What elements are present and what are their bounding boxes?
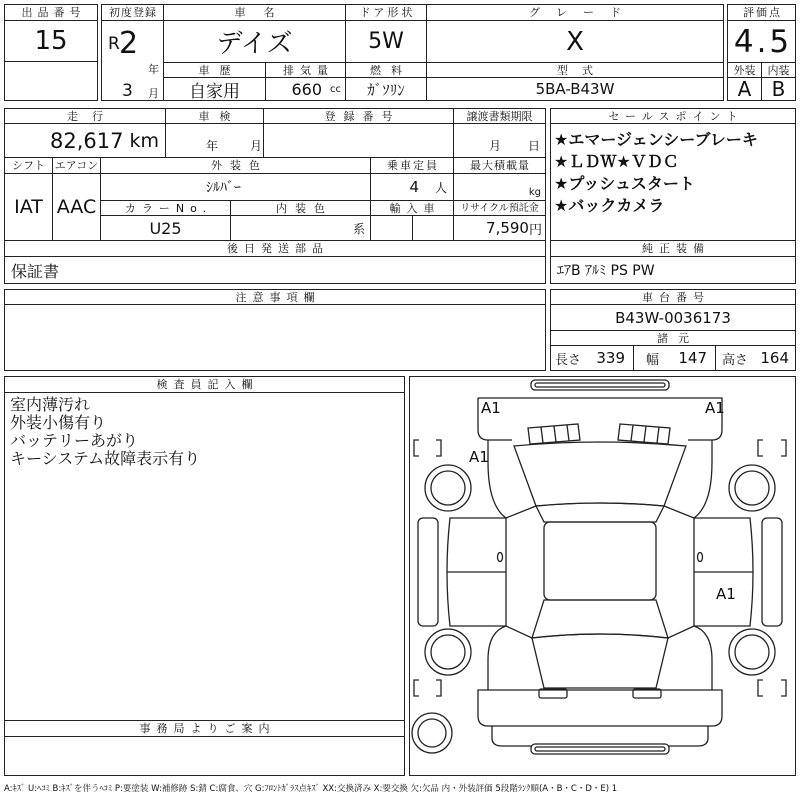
inspection-header — [165, 108, 264, 124]
standard-equipment-value-cell — [550, 256, 796, 284]
dimensions-label: 諸元 — [657, 331, 699, 345]
transfer-deadline-month-unit: 月 — [489, 139, 502, 153]
parts-to-send-label: 後日発送部品 — [227, 242, 329, 255]
recycle-fee-header — [453, 200, 546, 216]
score-value-cell — [727, 20, 796, 63]
office-notice-value-cell — [4, 736, 405, 776]
exterior-color-label: 外装色 — [211, 159, 268, 172]
registration-month: 3 — [122, 81, 133, 101]
mileage-unit: km — [129, 129, 159, 152]
max-load-unit: kg — [528, 187, 541, 198]
car-name-value: デイズ — [216, 29, 293, 59]
transfer-deadline-header — [453, 108, 546, 124]
interior-score-label: 内装 — [767, 63, 790, 77]
color-number-value: U25 — [149, 218, 182, 238]
color-number-label: カラーNo. — [124, 201, 213, 215]
model-code-value: 5BA-B43W — [535, 80, 615, 98]
first-registration-header — [101, 4, 164, 21]
history-value-cell — [163, 77, 266, 101]
rear-fender-left — [488, 626, 506, 690]
side-sill-left — [418, 518, 438, 626]
shift-header — [4, 157, 53, 174]
exterior-color-value: ｼﾙﾊﾞｰ — [206, 180, 241, 196]
fuel-value: ｶﾞｿﾘﾝ — [367, 80, 405, 99]
interior-color-unit: 系 — [352, 222, 365, 236]
vehicle-damage-diagram — [409, 376, 796, 776]
registration-number-header — [263, 108, 454, 124]
dimension-length-value: 339 — [596, 349, 625, 367]
max-load-label: 最大積載量 — [470, 159, 530, 172]
rear-panel — [478, 690, 722, 746]
shift-label: シフト — [12, 159, 45, 172]
rear-bumper — [531, 744, 669, 754]
dimension-height-cell — [715, 345, 796, 371]
score-value: 4.5 — [733, 23, 793, 60]
dimensions-header — [550, 330, 796, 346]
sales-points-header — [550, 108, 796, 124]
color-number-header — [100, 200, 231, 216]
model-code-header — [426, 62, 724, 78]
wheel-front-right — [729, 465, 775, 511]
aircon-value: AAC — [56, 196, 97, 218]
cowl-panels — [528, 424, 670, 444]
inspector-note-line: キーシステム故障表示有り — [10, 449, 201, 468]
grade-label: グレード — [529, 6, 637, 19]
front-fender-left — [488, 440, 506, 518]
recycle-fee-label: リサイクル預託金 — [460, 202, 539, 214]
back-door — [532, 634, 668, 688]
standard-equipment-value: ｴｱB ｱﾙﾐ PS PW — [557, 263, 655, 279]
registration-number-value-cell — [263, 123, 454, 158]
sales-points-list — [550, 123, 796, 241]
interior-color-value-cell — [230, 215, 371, 241]
door-type-value: 5W — [368, 29, 404, 54]
capacity-value: 4 — [409, 178, 419, 196]
score-label: 評価点 — [743, 6, 782, 19]
capacity-value-cell — [370, 173, 454, 201]
front-panel — [478, 398, 722, 440]
car-name-label: 車名 — [234, 6, 293, 19]
recycle-fee-unit: 円 — [528, 222, 542, 238]
parts-to-send-value-cell — [4, 256, 546, 284]
inspector-notes-label: 検査員記入欄 — [156, 378, 259, 391]
inspection-label: 車検 — [198, 109, 241, 123]
dimension-height-label: 高さ — [722, 352, 749, 368]
car-name-value-cell — [163, 20, 346, 63]
displacement-value: 660 — [291, 79, 322, 99]
chassis-number-value: B43W-0036173 — [615, 308, 731, 327]
door-type-header — [345, 4, 427, 21]
inspection-year-unit: 年 — [206, 139, 219, 153]
color-number-value-cell — [100, 215, 231, 241]
rear-window — [532, 600, 668, 638]
transfer-deadline-day-unit: 日 — [528, 139, 541, 153]
sales-point-item: ★バックカメラ — [554, 196, 665, 215]
registration-month-unit: 月 — [148, 87, 159, 100]
parts-to-send-header — [4, 240, 546, 257]
aircon-value-cell — [52, 173, 101, 241]
history-value: 自家用 — [189, 81, 240, 101]
interior-score-value-cell — [761, 77, 796, 101]
max-load-header — [453, 157, 546, 174]
displacement-label: 排気量 — [283, 63, 334, 77]
first-registration-value-cell — [101, 20, 164, 101]
exterior-score-value-cell — [727, 77, 762, 101]
recycle-fee-value: 7,590 — [486, 219, 529, 237]
wheel-front-left — [425, 465, 471, 511]
max-load-value-cell — [453, 173, 546, 201]
inspection-value-cell — [165, 123, 264, 158]
transfer-deadline-value-cell — [453, 123, 546, 158]
sales-points-label: セールスポイント — [608, 109, 744, 123]
doors-left — [447, 518, 506, 626]
door-type-label: ドア形状 — [359, 6, 416, 19]
imported-value-cell-b — [412, 215, 454, 241]
registration-number-label: 登録番号 — [324, 109, 401, 123]
front-bumper — [531, 380, 669, 390]
chassis-number-label: 車台番号 — [642, 290, 710, 304]
aircon-label: エアコン — [54, 159, 99, 172]
roof — [544, 522, 656, 600]
first-registration-label: 初度登録 — [109, 6, 157, 19]
sales-point-item: ★エマージェンシーブレーキ — [554, 130, 758, 149]
hood — [514, 442, 686, 506]
damage-mark-left-fender: A1 — [469, 448, 489, 466]
grade-value-cell — [426, 20, 724, 63]
vehicle-diagram-frame — [409, 376, 796, 776]
displacement-header — [265, 62, 346, 78]
office-notice-label: 事務局よりご案内 — [139, 722, 276, 735]
grade-header — [426, 4, 724, 21]
fuel-value-cell — [345, 77, 427, 101]
recycle-fee-value-cell — [453, 215, 546, 241]
exterior-score-value: A — [737, 77, 752, 101]
exterior-color-header — [100, 157, 371, 174]
dimension-length-label: 長さ — [555, 352, 582, 368]
notes-label: 注意事項欄 — [235, 290, 321, 304]
score-header — [727, 4, 796, 21]
capacity-unit: 人 — [434, 180, 447, 195]
notes-value-cell — [4, 304, 546, 371]
history-label: 車歴 — [198, 63, 241, 77]
interior-score-value: B — [771, 77, 786, 101]
lot-number-header — [4, 4, 98, 21]
damage-code-legend: A:ｷｽﾞ U:ﾍｺﾐ B:ｷｽﾞを伴うﾍｺﾐ P:要塗装 W:補修跡 S:錆 C:腐食、穴 G:ﾌﾛﾝﾄｶﾞﾗｽ点ｷｽﾞ XX:交換済み X:要交換 欠:欠品 内・外装評価 5段階ﾗﾝｸ順(A・B・C・D・E) 1 — [4, 784, 618, 794]
exterior-score-header — [727, 62, 762, 78]
capacity-header — [370, 157, 454, 174]
chassis-number-value-cell — [550, 304, 796, 331]
spare-tire — [412, 713, 452, 753]
lot-number-value: 15 — [34, 26, 68, 56]
notes-header — [4, 289, 546, 305]
lot-blank-cell — [4, 61, 98, 101]
dimension-height-value: 164 — [760, 349, 789, 367]
inspector-note-line: 外装小傷有り — [10, 413, 107, 432]
transfer-deadline-label: 譲渡書類期限 — [466, 109, 533, 123]
model-code-label: 型式 — [557, 63, 607, 77]
wheel-rear-left — [425, 629, 471, 675]
grade-value: X — [566, 26, 584, 57]
mileage-value-cell — [4, 123, 166, 158]
imported-value-cell-a — [370, 215, 413, 241]
capacity-label: 乗車定員 — [387, 159, 439, 172]
history-header — [163, 62, 266, 78]
damage-mark-front-left: A1 — [481, 399, 501, 417]
exterior-color-value-cell — [100, 173, 371, 201]
lot-number-value-cell — [4, 20, 98, 62]
model-code-value-cell — [426, 77, 724, 101]
standard-equipment-label: 純正装備 — [642, 242, 710, 255]
car-name-header — [163, 4, 346, 21]
registration-year-unit: 年 — [148, 63, 159, 76]
shift-value-cell — [4, 173, 53, 241]
mileage-header — [4, 108, 166, 124]
pillars — [506, 506, 694, 638]
rear-fender-right — [694, 626, 712, 690]
chassis-number-header — [550, 289, 796, 305]
mileage-value: 82,617 — [50, 128, 124, 153]
office-notice-header — [4, 720, 405, 737]
imported-header — [370, 200, 454, 216]
doors-right — [694, 518, 753, 626]
damage-mark-front-right: A1 — [705, 399, 725, 417]
inspector-note-line: 室内薄汚れ — [10, 395, 91, 414]
fuel-header — [345, 62, 427, 78]
windshield — [536, 503, 664, 522]
interior-color-header — [230, 200, 371, 216]
side-sill-right — [762, 518, 782, 626]
lot-number-label: 出品番号 — [21, 6, 86, 19]
aircon-header — [52, 157, 101, 174]
standard-equipment-header — [550, 240, 796, 257]
inspector-notes-header — [4, 376, 405, 393]
sales-point-item: ★ＬＤＷ★ＶＤＣ — [554, 152, 679, 171]
shift-value: IAT — [14, 196, 43, 218]
inspection-month-unit: 月 — [250, 139, 263, 153]
damage-mark-right-side: A1 — [716, 585, 736, 603]
dimension-width-value: 147 — [678, 349, 707, 367]
registration-year: 2 — [119, 26, 139, 61]
interior-score-header — [761, 62, 796, 78]
inspector-notes-list — [4, 392, 405, 721]
wheel-rear-right — [729, 629, 775, 675]
sales-point-item: ★プッシュスタート — [554, 174, 695, 193]
fuel-label: 燃料 — [370, 63, 412, 77]
registration-era: R — [108, 34, 120, 54]
front-fender-right — [694, 440, 712, 518]
dimension-length-cell — [550, 345, 634, 371]
door-type-value-cell — [345, 20, 427, 63]
dimension-width-cell — [633, 345, 716, 371]
displacement-unit: cc — [330, 83, 341, 95]
imported-label: 輸入車 — [389, 201, 441, 215]
exterior-score-label: 外装 — [733, 63, 756, 77]
displacement-value-cell — [265, 77, 346, 101]
dimension-width-label: 幅 — [646, 352, 660, 368]
parts-to-send-value: 保証書 — [11, 261, 60, 281]
mileage-label: 走行 — [67, 109, 117, 123]
interior-color-label: 内装色 — [276, 201, 333, 215]
inspector-note-line: バッテリーあがり — [10, 431, 139, 450]
